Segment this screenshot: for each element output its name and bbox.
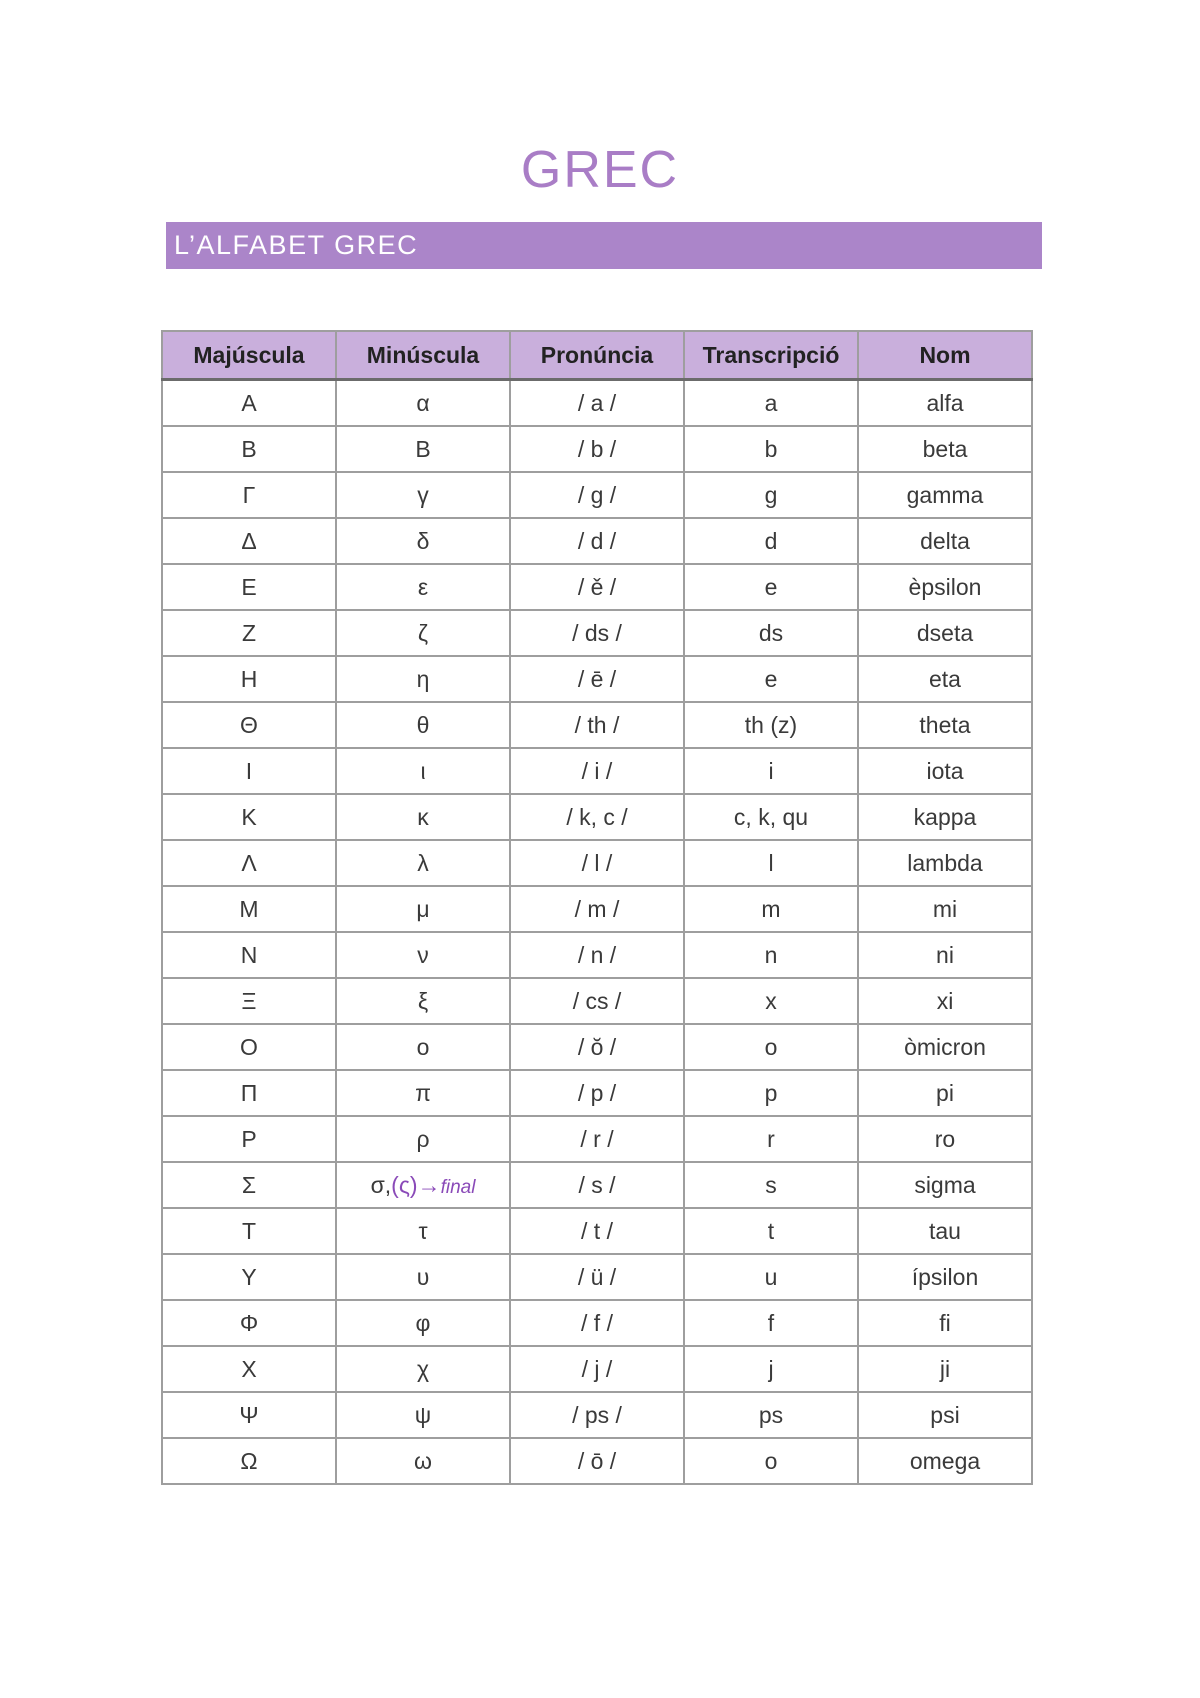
cell-pronuncia: / th / [510, 702, 684, 748]
cell-minuscula: ρ [336, 1116, 510, 1162]
cell-majuscula: Ρ [162, 1116, 336, 1162]
table-row [162, 656, 1032, 702]
cell-transcripcio: u [684, 1254, 858, 1300]
table-row [162, 1208, 1032, 1254]
cell-minuscula: δ [336, 518, 510, 564]
sigma-final-note [391, 1172, 475, 1198]
cell-majuscula: Δ [162, 518, 336, 564]
cell-majuscula: Ε [162, 564, 336, 610]
cell-transcripcio: e [684, 656, 858, 702]
cell-pronuncia: / cs / [510, 978, 684, 1024]
table-row [162, 380, 1032, 427]
cell-majuscula: Ι [162, 748, 336, 794]
table-row [162, 472, 1032, 518]
cell-majuscula: Ζ [162, 610, 336, 656]
cell-nom: ji [858, 1346, 1032, 1392]
cell-nom: kappa [858, 794, 1032, 840]
cell-pronuncia: / r / [510, 1116, 684, 1162]
cell-minuscula: γ [336, 472, 510, 518]
cell-minuscula [336, 1162, 510, 1208]
table-body [162, 380, 1032, 1485]
cell-transcripcio: ps [684, 1392, 858, 1438]
cell-minuscula: ξ [336, 978, 510, 1024]
cell-majuscula: Φ [162, 1300, 336, 1346]
cell-nom: ni [858, 932, 1032, 978]
cell-majuscula: Τ [162, 1208, 336, 1254]
table-row [162, 932, 1032, 978]
cell-pronuncia: / m / [510, 886, 684, 932]
cell-minuscula: ω [336, 1438, 510, 1484]
table-row [162, 794, 1032, 840]
cell-pronuncia: / b / [510, 426, 684, 472]
cell-nom: sigma [858, 1162, 1032, 1208]
cell-nom: dseta [858, 610, 1032, 656]
table-row [162, 702, 1032, 748]
cell-minuscula: Β [336, 426, 510, 472]
alphabet-table [161, 330, 1033, 1485]
cell-transcripcio: o [684, 1438, 858, 1484]
table-row [162, 1392, 1032, 1438]
cell-nom: alfa [858, 380, 1032, 427]
cell-nom: iota [858, 748, 1032, 794]
cell-nom: psi [858, 1392, 1032, 1438]
cell-pronuncia: / p / [510, 1070, 684, 1116]
table-row [162, 1070, 1032, 1116]
cell-nom: mi [858, 886, 1032, 932]
table-row [162, 1162, 1032, 1208]
cell-pronuncia: / g / [510, 472, 684, 518]
table-row [162, 1254, 1032, 1300]
cell-pronuncia: / k, c / [510, 794, 684, 840]
cell-transcripcio: t [684, 1208, 858, 1254]
page-title: GREC [520, 141, 680, 199]
cell-minuscula: υ [336, 1254, 510, 1300]
cell-nom: delta [858, 518, 1032, 564]
cell-nom: tau [858, 1208, 1032, 1254]
section-heading [166, 222, 1042, 269]
cell-pronuncia: / ds / [510, 610, 684, 656]
cell-transcripcio: e [684, 564, 858, 610]
cell-transcripcio: x [684, 978, 858, 1024]
cell-transcripcio: p [684, 1070, 858, 1116]
cell-nom: theta [858, 702, 1032, 748]
cell-pronuncia: / ō / [510, 1438, 684, 1484]
cell-minuscula: κ [336, 794, 510, 840]
cell-minuscula: ο [336, 1024, 510, 1070]
cell-majuscula: Λ [162, 840, 336, 886]
section-heading-label: L’ALFABET GREC [174, 230, 419, 260]
cell-majuscula: Α [162, 380, 336, 427]
cell-transcripcio: n [684, 932, 858, 978]
cell-minuscula: ε [336, 564, 510, 610]
cell-minuscula: η [336, 656, 510, 702]
cell-majuscula: Υ [162, 1254, 336, 1300]
cell-nom: èpsilon [858, 564, 1032, 610]
table-row [162, 518, 1032, 564]
table-row [162, 840, 1032, 886]
cell-minuscula: λ [336, 840, 510, 886]
table-row [162, 886, 1032, 932]
cell-nom: òmicron [858, 1024, 1032, 1070]
cell-minuscula: θ [336, 702, 510, 748]
table-row [162, 1024, 1032, 1070]
cell-transcripcio: m [684, 886, 858, 932]
table-row [162, 610, 1032, 656]
cell-majuscula: Ψ [162, 1392, 336, 1438]
cell-majuscula: Ν [162, 932, 336, 978]
cell-pronuncia: / ps / [510, 1392, 684, 1438]
cell-pronuncia: / f / [510, 1300, 684, 1346]
table-row [162, 1116, 1032, 1162]
cell-majuscula: Β [162, 426, 336, 472]
cell-majuscula: Ω [162, 1438, 336, 1484]
table-row [162, 426, 1032, 472]
cell-minuscula: ι [336, 748, 510, 794]
cell-pronuncia: / ŏ / [510, 1024, 684, 1070]
cell-nom: lambda [858, 840, 1032, 886]
cell-transcripcio: l [684, 840, 858, 886]
cell-minuscula: φ [336, 1300, 510, 1346]
cell-minuscula: ψ [336, 1392, 510, 1438]
table-row [162, 564, 1032, 610]
cell-transcripcio: r [684, 1116, 858, 1162]
column-header-majuscula: Majúscula [162, 331, 336, 380]
cell-transcripcio: j [684, 1346, 858, 1392]
cell-transcripcio: i [684, 748, 858, 794]
cell-pronuncia: / i / [510, 748, 684, 794]
cell-majuscula: Θ [162, 702, 336, 748]
sigma-final-label: final [440, 1176, 476, 1198]
table-row [162, 978, 1032, 1024]
column-header-minuscula: Minúscula [336, 331, 510, 380]
cell-transcripcio: s [684, 1162, 858, 1208]
cell-nom: pi [858, 1070, 1032, 1116]
cell-transcripcio: o [684, 1024, 858, 1070]
cell-pronuncia: / l / [510, 840, 684, 886]
cell-minuscula: ζ [336, 610, 510, 656]
table-row [162, 1346, 1032, 1392]
cell-majuscula: Η [162, 656, 336, 702]
sigma-final-symbol: (ς) [391, 1171, 418, 1198]
cell-nom: gamma [858, 472, 1032, 518]
table-row [162, 1300, 1032, 1346]
cell-majuscula: Ξ [162, 978, 336, 1024]
cell-minuscula: τ [336, 1208, 510, 1254]
cell-transcripcio: th (z) [684, 702, 858, 748]
cell-minuscula: π [336, 1070, 510, 1116]
cell-transcripcio: g [684, 472, 858, 518]
cell-minuscula: μ [336, 886, 510, 932]
cell-pronuncia: / s / [510, 1162, 684, 1208]
column-header-nom: Nom [858, 331, 1032, 380]
cell-majuscula: Χ [162, 1346, 336, 1392]
table-row [162, 1438, 1032, 1484]
cell-nom: omega [858, 1438, 1032, 1484]
cell-nom: xi [858, 978, 1032, 1024]
cell-minuscula: α [336, 380, 510, 427]
cell-pronuncia: / ü / [510, 1254, 684, 1300]
cell-pronuncia: / a / [510, 380, 684, 427]
cell-minuscula: χ [336, 1346, 510, 1392]
cell-transcripcio: b [684, 426, 858, 472]
cell-pronuncia: / t / [510, 1208, 684, 1254]
cell-transcripcio: c, k, qu [684, 794, 858, 840]
table-header-row [162, 331, 1032, 380]
cell-majuscula: Γ [162, 472, 336, 518]
cell-transcripcio: d [684, 518, 858, 564]
cell-majuscula: Μ [162, 886, 336, 932]
table-row [162, 748, 1032, 794]
cell-majuscula: Ο [162, 1024, 336, 1070]
column-header-transcripcio: Transcripció [684, 331, 858, 380]
cell-majuscula: Π [162, 1070, 336, 1116]
sigma-lowercase: σ, [370, 1171, 392, 1198]
cell-minuscula: ν [336, 932, 510, 978]
column-header-pronuncia: Pronúncia [510, 331, 684, 380]
arrow-icon: → [417, 1171, 441, 1198]
cell-pronuncia: / d / [510, 518, 684, 564]
cell-pronuncia: / n / [510, 932, 684, 978]
cell-majuscula: Σ [162, 1162, 336, 1208]
cell-nom: beta [858, 426, 1032, 472]
cell-pronuncia: / ē / [510, 656, 684, 702]
cell-transcripcio: ds [684, 610, 858, 656]
cell-nom: ro [858, 1116, 1032, 1162]
cell-nom: fi [858, 1300, 1032, 1346]
cell-transcripcio: a [684, 380, 858, 427]
cell-nom: eta [858, 656, 1032, 702]
cell-pronuncia: / ě / [510, 564, 684, 610]
cell-transcripcio: f [684, 1300, 858, 1346]
cell-nom: ípsilon [858, 1254, 1032, 1300]
cell-pronuncia: / j / [510, 1346, 684, 1392]
cell-majuscula: Κ [162, 794, 336, 840]
